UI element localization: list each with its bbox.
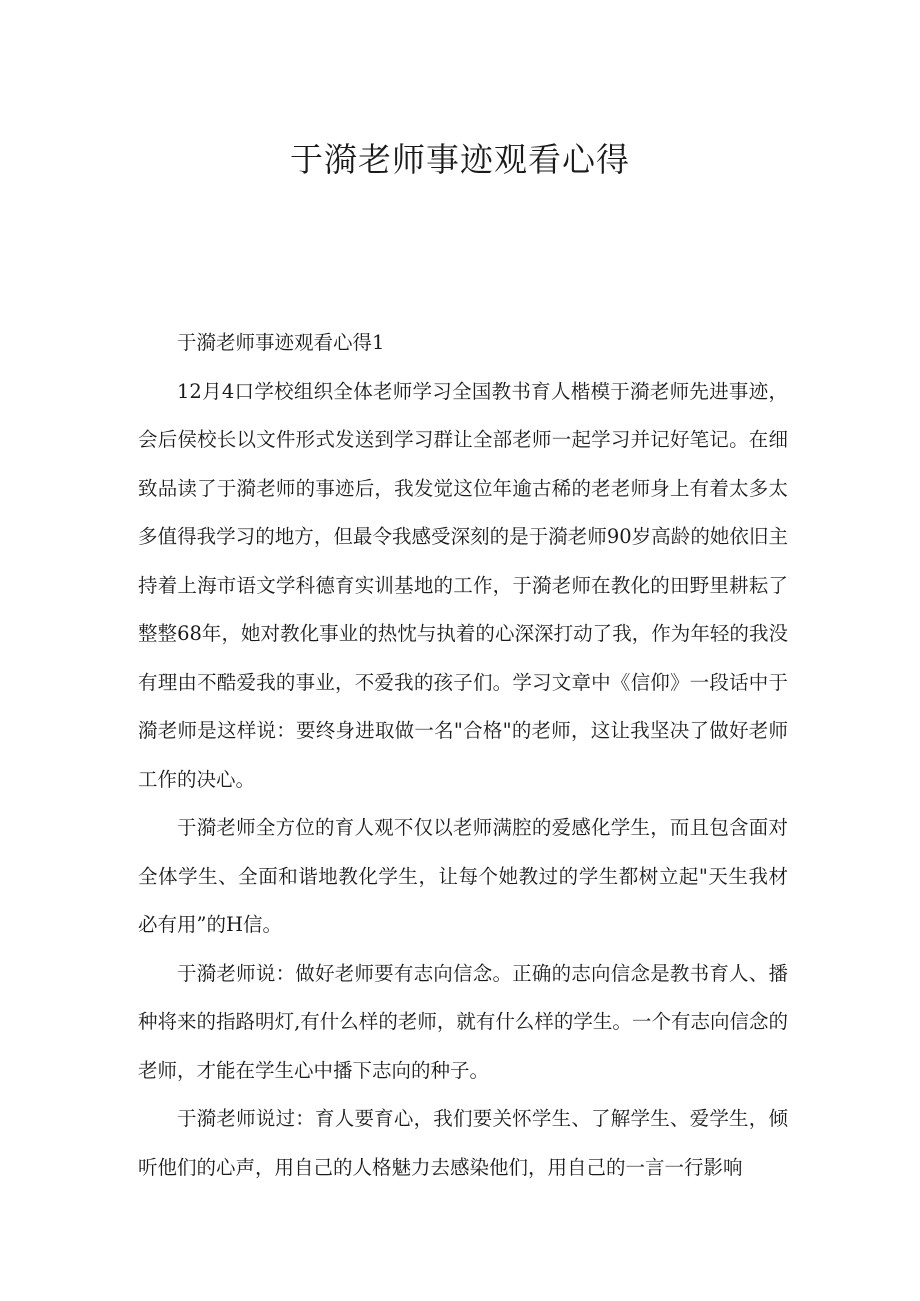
body-paragraph: 于漪老师说过：育人要育心，我们要关怀学生、了解学生、爱学生，倾听他们的心声，用自己的人格魅力去感染他们，用自己的一言一行影响 <box>138 1107 788 1179</box>
section-heading: 于漪老师事迹观看心得1 <box>177 331 385 354</box>
document-title: 于漪老师事迹观看心得 <box>290 140 630 179</box>
body-paragraph: 于漪老师说：做好老师要有志向信念。正确的志向信念是教书育人、播种将来的指路明灯,有什么样的老师，就有什么样的学生。一个有志向信念的老师，才能在学生心中播下志向的种子。 <box>138 961 788 1082</box>
body-paragraph: 于漪老师全方位的育人观不仅以老师满腔的爱感化学生，而且包含面对全体学生、全面和谐地教化学生，让每个她教过的学生都树立起"天生我材必有用”的H信。 <box>138 816 788 936</box>
body-paragraph: 12月4口学校组织全体老师学习全国教书育人楷模于漪老师先进事迹，会后侯校长以文件形式发送到学习群让全部老师一起学习并记好笔记。在细致品读了于漪老师的事迹后，我发觉这位年逾古稀的老老师身上有着太多太多值得我学习的地方，但最令我感受深刻的是于漪老师90岁高龄的她依旧主持着上海市语文学科德育实训基地的工作，于漪老师在教化的田野里耕耘了整整68年，她对教化事业的热忱与执着的心深深打动了我，作为年轻的我没有理由不酷爱我的事业，不爱我的孩子们。学习文章中《信仰》一段话中于漪老师是这样说：要终身进取做一名"合格"的老师，这让我坚决了做好老师工作的决心。 <box>138 379 788 791</box>
document-body <box>138 319 788 1192</box>
